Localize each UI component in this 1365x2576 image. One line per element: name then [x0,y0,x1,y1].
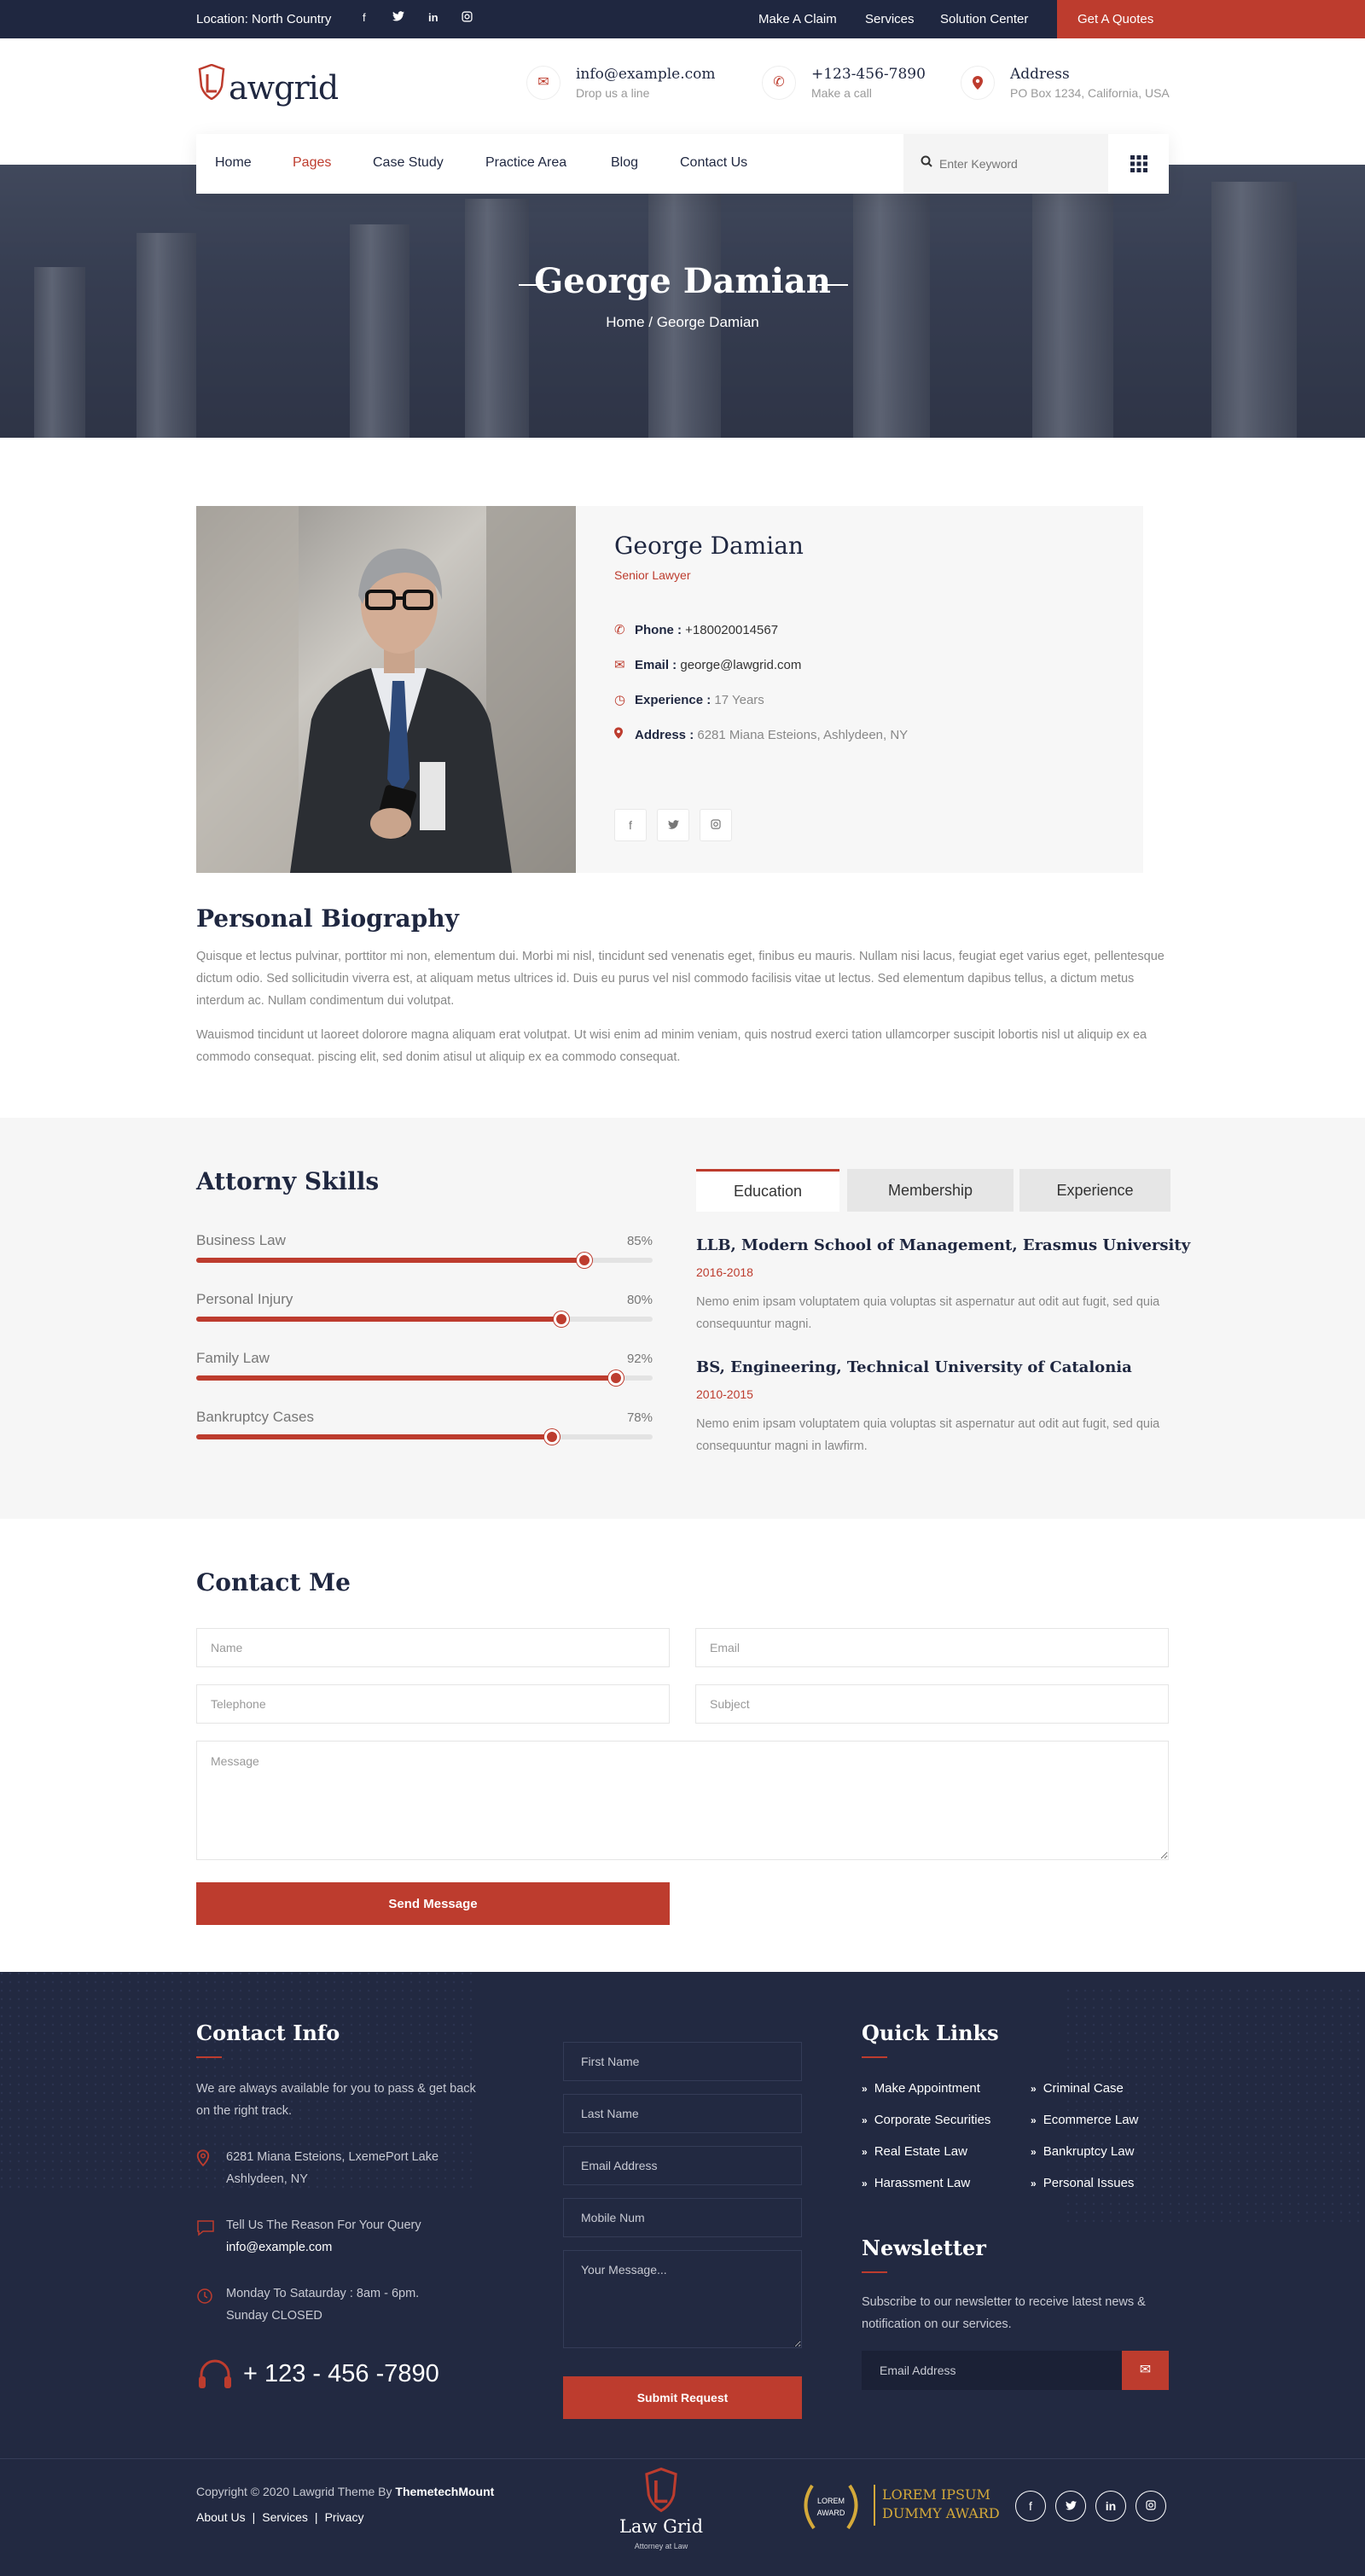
lawyer-name: George Damian [614,532,804,560]
privacy-link[interactable]: Privacy [324,2510,364,2524]
double-chevron-icon: » [862,2114,868,2126]
lawyer-photo [196,506,576,873]
nav-item-case-study[interactable]: Case Study [373,155,444,170]
skill-fill [196,1317,561,1322]
skill-bar-personal-injury [196,1291,653,1334]
nav-search [903,134,1108,194]
lawyer-info [614,532,804,582]
copyright-text: Copyright © 2020 Lawgrid Theme By [196,2485,396,2498]
lawyer-role: Senior Lawyer [614,568,691,582]
quick-links-title: Quick Links [862,2021,999,2045]
quick-link[interactable]: » Harassment Law [862,2176,971,2190]
hours-line-2: Sunday CLOSED [226,2309,322,2323]
instagram-icon[interactable] [700,809,732,841]
solution-center-link[interactable]: Solution Center [940,12,1029,26]
services-link[interactable]: Services [262,2510,308,2524]
contact-info-text: We are always available for you to pass & get back on the right track. [196,2082,476,2118]
header-email-sub: Drop us a line [576,86,650,100]
double-chevron-icon: » [862,2178,868,2189]
name-input[interactable] [196,1628,670,1667]
twitter-icon[interactable] [1055,2491,1086,2521]
quick-link[interactable]: » Corporate Securities [862,2113,991,2127]
twitter-icon[interactable] [657,809,689,841]
location-icon [614,727,635,742]
footer-bottom-links: About Us | Services | Privacy [196,2510,364,2524]
biography-title: Personal Biography [196,904,459,933]
telephone-input[interactable] [196,1684,670,1724]
make-a-claim-link[interactable]: Make A Claim [758,12,837,26]
newsletter-submit-icon[interactable]: ✉ [1122,2351,1169,2390]
award-badge-line-1: LOREM [816,2497,845,2505]
search-input[interactable] [939,151,1093,177]
mobile-input[interactable] [563,2198,802,2237]
skill-percent: 80% [626,1293,653,1307]
location-text: Location: North Country [196,12,332,26]
facebook-icon[interactable]: f [614,809,647,841]
quick-link[interactable]: » Personal Issues [1031,2176,1135,2190]
nav-item-practice-area[interactable]: Practice Area [485,155,567,170]
double-chevron-icon: » [1031,2114,1037,2126]
instagram-icon[interactable] [1136,2491,1166,2521]
phone-row: ✆ Phone : +180020014567 [614,623,779,637]
footer-email[interactable]: info@example.com [226,2241,333,2254]
location-icon [961,66,995,100]
copyright-brand[interactable]: ThemetechMount [395,2485,495,2498]
skill-fill [196,1434,552,1439]
phone-value[interactable]: +180020014567 [685,623,779,637]
hours-line-1: Monday To Sataurday : 8am - 6pm. [226,2287,420,2300]
quick-link[interactable]: » Criminal Case [1031,2081,1124,2096]
skill-knob[interactable] [608,1370,624,1386]
experience-row: ◷ Experience : 17 Years [614,693,764,707]
about-us-link[interactable]: About Us [196,2510,246,2524]
footer-logo-tag: Attorney at Law [634,2542,688,2550]
footer-phone[interactable]: + 123 - 456 -7890 [243,2360,439,2387]
search-icon[interactable] [921,155,932,171]
phone-icon: ✆ [762,66,796,100]
location-icon [196,2149,210,2172]
quick-link[interactable]: » Bankruptcy Law [1031,2144,1135,2159]
header-address-sub: PO Box 1234, California, USA [1010,86,1170,100]
biography-paragraph-1: Quisque et lectus pulvinar, porttitor mi non, elementum dui. Morbi mi nisl, tincidunt sed venenatis eget, finibus eu mauris. Nullam nisi lacus, feugiat eget varius eget, pellentesque dictum odio. Sed sollicitudin viverra est, at aliquam metus ultrices id. Duis eu purus vel nisl commodo facilisis vitae ut lectus. Sed elementum dapibus tellus, a dictum metus interdum ac. Nullam condimentum dui volutpat. [196,950,1165,1008]
quick-link[interactable]: » Make Appointment [862,2081,980,2096]
instagram-icon[interactable] [462,11,473,25]
query-text: Tell Us The Reason For Your Query [226,2218,421,2232]
page-banner [0,165,1365,438]
double-chevron-icon: » [862,2146,868,2158]
skill-name: Family Law [196,1350,270,1366]
skill-name: Bankruptcy Cases [196,1409,314,1425]
nav-item-contact-us[interactable]: Contact Us [680,155,748,170]
skill-bar-business-law [196,1232,653,1275]
linkedin-icon[interactable]: in [428,11,439,24]
skill-knob[interactable] [577,1253,592,1268]
footer-logo-name: Law Grid [619,2516,704,2537]
nav-item-home[interactable]: Home [215,155,252,170]
contact-info-title: Contact Info [196,2021,340,2045]
nav-item-blog[interactable]: Blog [611,155,639,170]
skill-bar-bankruptcy-cases [196,1409,653,1451]
page-title: George Damian [534,261,831,301]
phone-icon: ✆ [614,623,625,637]
double-chevron-icon: » [1031,2146,1037,2158]
subject-input[interactable] [695,1684,1169,1724]
submit-request-button[interactable]: Submit Request [563,2376,802,2419]
skill-fill [196,1258,584,1263]
facebook-icon[interactable]: f [1015,2491,1046,2521]
tab-education[interactable]: Education [696,1169,839,1212]
footer-address-line-1: 6281 Miana Esteions, LxemePort Lake [226,2150,439,2164]
header-address-title: Address [1010,66,1070,83]
education-years: 2010-2015 [696,1387,753,1401]
education-text: Nemo enim ipsam voluptatem quia voluptas sit aspernatur aut odit aut fugit, sed quia consequuntur magni in lawfirm. [696,1417,1160,1453]
last-name-input[interactable] [563,2094,802,2133]
skill-bar-family-law [196,1350,653,1393]
biography-paragraph-2: Wauismod tincidunt ut laoreet dolorore magna aliquam erat volutpat. Ut wisi enim ad minim veniam, quis nostrud exerci tation ullamcorper suscipit lobortis nisl ut aliquip ex ea commodo consequat. piscing elit, sed donim atisul ut aliquip ex ea commodo consequat. [196,1028,1147,1064]
facebook-icon[interactable]: f [363,11,366,24]
chat-icon [196,2219,215,2242]
newsletter-email-input[interactable] [862,2351,1122,2390]
newsletter-title: Newsletter [862,2236,986,2260]
skill-percent: 92% [626,1352,653,1366]
services-link[interactable]: Services [865,12,915,26]
footer-bottom [0,2458,1365,2576]
lawyer-profile-card [196,506,1143,873]
header-phone: +123-456-7890 [811,66,926,83]
skill-fill [196,1375,616,1381]
send-message-button[interactable]: Send Message [196,1882,670,1925]
award-laurel-icon [793,2480,868,2533]
clock-icon [196,2288,213,2310]
skill-name: Business Law [196,1232,286,1248]
email-input[interactable] [695,1628,1169,1667]
newsletter-text: Subscribe to our newsletter to receive latest news & notification on our services. [862,2295,1146,2331]
quick-link[interactable]: » Real Estate Law [862,2144,967,2159]
first-name-input[interactable] [563,2042,802,2081]
education-years: 2016-2018 [696,1265,753,1279]
address-value: 6281 Miana Esteions, Ashlydeen, NY [697,728,909,742]
skill-percent: 78% [626,1410,653,1425]
education-text: Nemo enim ipsam voluptatem quia voluptas sit aspernatur aut odit aut fugit, sed quia consequuntur magni. [696,1295,1160,1331]
breadcrumb[interactable]: Home / George Damian [606,314,759,330]
menu-grid-icon[interactable] [1108,134,1169,194]
logo-text[interactable]: awgrid [229,69,339,107]
tab-membership[interactable]: Membership [847,1169,1014,1212]
header-phone-sub: Make a call [811,86,872,100]
education-title: LLB, Modern School of Management, Erasmus University [696,1236,1191,1254]
skill-knob[interactable] [554,1311,569,1327]
footer-address-line-2: Ashlydeen, NY [226,2172,308,2186]
mail-icon: ✉ [614,658,625,672]
skill-knob[interactable] [544,1429,560,1445]
site-footer [0,1972,1365,2576]
tab-experience[interactable]: Experience [1019,1169,1170,1212]
contact-title: Contact Me [196,1568,351,1596]
award-badge-line-2: AWARD [816,2509,845,2517]
double-chevron-icon: » [1031,2083,1037,2095]
twitter-icon[interactable] [392,11,404,24]
skills-title: Attorny Skills [196,1167,380,1195]
main-nav [196,134,1169,194]
quick-link[interactable]: » Ecommerce Law [1031,2113,1139,2127]
award-line-1: LOREM IPSUM [882,2486,990,2503]
award-line-2: DUMMY AWARD [882,2505,1000,2521]
headset-icon [196,2358,234,2397]
top-bar [0,0,1365,38]
education-title: BS, Engineering, Technical University of Catalonia [696,1358,1132,1376]
message-textarea[interactable] [196,1741,1169,1860]
email-row: ✉ Email : george@lawgrid.com [614,658,802,672]
email-address-input[interactable] [563,2146,802,2185]
double-chevron-icon: » [862,2083,868,2095]
your-message-textarea[interactable] [563,2250,802,2348]
email-value[interactable]: george@lawgrid.com [680,658,802,672]
header-email: info@example.com [576,66,716,83]
address-row: Address : 6281 Miana Esteions, Ashlydeen, NY [614,727,908,742]
clock-icon: ◷ [614,693,626,707]
double-chevron-icon: » [1031,2178,1037,2189]
skill-percent: 85% [626,1234,653,1248]
skill-name: Personal Injury [196,1291,293,1307]
footer-logo-icon [642,2466,680,2514]
logo-shield-icon [196,64,227,100]
get-a-quote-button[interactable]: Get A Quotes [1057,0,1365,38]
nav-item-pages[interactable]: Pages [293,155,332,170]
mail-icon: ✉ [526,66,561,100]
linkedin-icon[interactable]: in [1095,2491,1126,2521]
experience-value: 17 Years [714,693,764,707]
